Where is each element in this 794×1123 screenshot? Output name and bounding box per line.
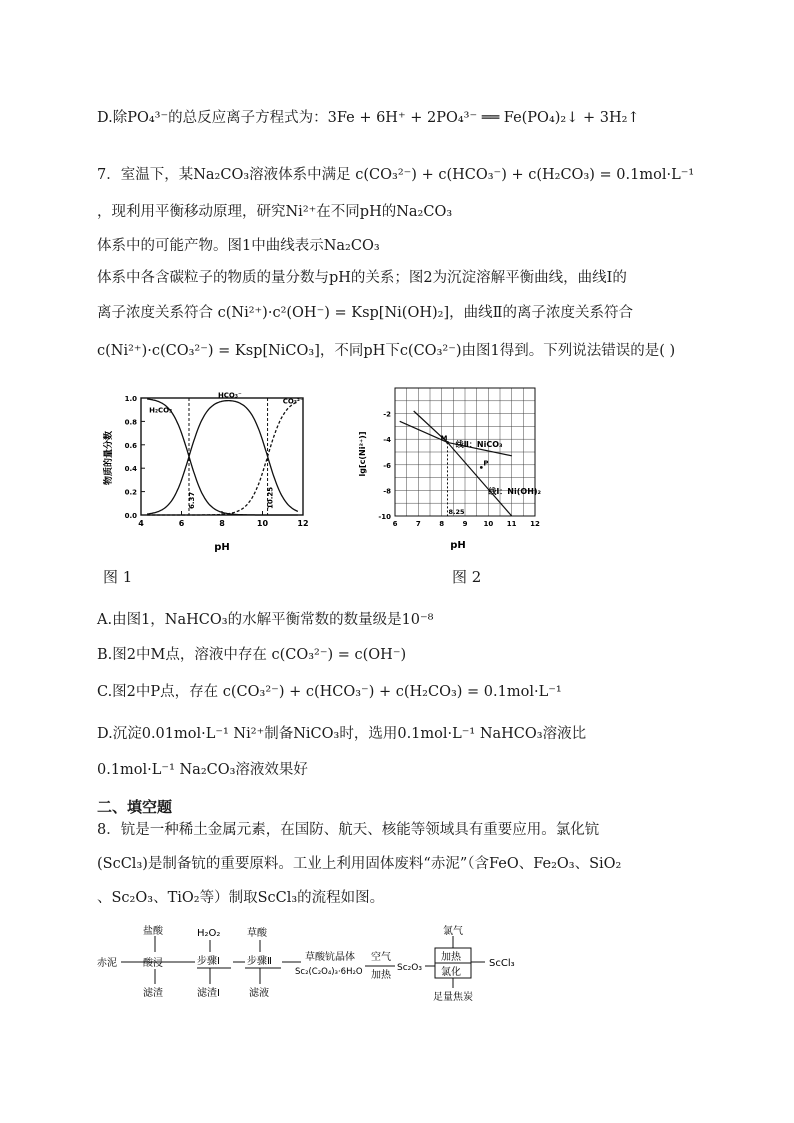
flow-chlorinate: 氯化 [441, 967, 461, 978]
q7-stem-3: 体系中的可能产物。图1中曲线表示Na₂CO₃ [97, 238, 380, 254]
fig2-xtick-label: 8 [439, 520, 445, 528]
q7-stem-4: 体系中各含碳粒子的物质的量分数与pH的关系；图2为沉淀溶解平衡曲线，曲线Ⅰ的 [97, 270, 627, 286]
fig2-xtick-label: 10 [483, 520, 494, 528]
fig1-series-label: CO₃²⁻ [282, 397, 304, 406]
q7-stem-1: 7．室温下，某Na₂CO₃溶液体系中满足 c(CO₃²⁻) + c(HCO₃⁻) + c(H₂CO₃) = 0.1mol·L⁻¹ [97, 167, 695, 183]
fig2-point [480, 466, 483, 469]
q8-stem-1: 8．钪是一种稀土金属元素，在国防、航天、核能等领域具有重要应用。氯化钪 [97, 822, 600, 838]
flow-start: 赤泥 [97, 958, 117, 969]
fig1-ylabel: 物质的量分数 [104, 430, 114, 486]
q8-stem-2: (ScCl₃)是制备钪的重要原料。工业上利用固体废料“赤泥”（含FeO、Fe₂O₃、SiO₂ [97, 856, 622, 872]
figure-2-caption: 图 2 [452, 568, 482, 586]
fig2-point-label: P [483, 459, 489, 468]
option-d-q6: D.除PO₄³⁻的总反应离子方程式为：3Fe + 6H⁺ + 2PO₄³⁻ ══ Fe(PO₄)₂↓ + 3H₂↑ [97, 110, 640, 126]
flow-h2o2: H₂O₂ [197, 928, 221, 939]
fig1-ytick-label: 0.0 [124, 512, 137, 520]
option-c: C.图2中P点，存在 c(CO₃²⁻) + c(HCO₃⁻) + c(H₂CO₃) = 0.1mol·L⁻¹ [97, 684, 562, 700]
flow-step2: 步骤Ⅱ [247, 956, 272, 967]
fig1-ytick-label: 1.0 [124, 395, 137, 403]
fig1-pka-label: 10.25 [266, 486, 275, 509]
fig1-plot-frame [141, 398, 303, 515]
figure-1-chart [97, 388, 317, 558]
fig2-xtick-label: 9 [462, 520, 468, 528]
flow-heat: 加热 [371, 970, 391, 981]
flow-product: ScCl₃ [489, 958, 515, 969]
fig2-ylabel: lg[c(Ni²⁺)] [358, 431, 367, 477]
flow-step1: 步骤Ⅰ [197, 956, 220, 967]
option-b: B.图2中M点，溶液中存在 c(CO₃²⁻) = c(OH⁻) [97, 647, 407, 663]
fig1-ytick-label: 0.8 [124, 418, 137, 427]
section-title-fill-in: 二、填空题 [97, 798, 173, 816]
flow-air: 空气 [371, 952, 391, 963]
fig1-series-curve [147, 402, 298, 515]
fig2-xtick-label: 12 [530, 520, 540, 528]
fig1-xtick-label: 8 [219, 519, 225, 528]
fig1-xtick-label: 4 [138, 519, 144, 528]
process-flowchart [95, 922, 555, 1006]
q7-stem-2: ，现利用平衡移动原理，研究Ni²⁺在不同pH的Na₂CO₃ [97, 204, 453, 220]
fig1-series-curve [147, 399, 298, 515]
option-d-line1: D.沉淀0.01mol·L⁻¹ Ni²⁺制备NiCO₃时，选用0.1mol·L⁻¹ NaHCO₃溶液比 [97, 726, 587, 742]
fig2-ytick-label: -4 [383, 436, 391, 445]
flow-crystal-formula: Sc₂(C₂O₄)₃·6H₂O [295, 967, 363, 977]
flow-filtrate: 滤液 [249, 988, 269, 999]
fig2-xtick-label: 11 [506, 520, 517, 528]
fig1-pka-label: 6.37 [187, 491, 196, 509]
fig2-ytick-label: -8 [383, 487, 391, 496]
q7-stem-6: c(Ni²⁺)·c(CO₃²⁻) = Ksp[NiCO₃]，不同pH下c(CO₃²⁻)由图1得到。下列说法错误的是( ) [97, 343, 676, 359]
flow-oxide: Sc₂O₃ [397, 963, 422, 973]
fig2-ytick-label: -2 [383, 410, 391, 419]
fig1-xtick-label: 10 [256, 519, 269, 528]
fig2-point-label: M [440, 434, 448, 443]
flow-residue: 滤渣 [143, 988, 163, 999]
figure-2-chart [355, 384, 545, 556]
fig1-xtick-label: 6 [178, 519, 185, 528]
option-a: A.由图1，NaHCO₃的水解平衡常数的数量级是10⁻⁸ [97, 612, 434, 628]
fig2-xtick-label: 6 [392, 520, 398, 528]
q8-stem-3: 、Sc₂O₃、TiO₂等）制取ScCl₃的流程如图。 [97, 890, 385, 906]
figure-1-caption: 图 1 [103, 568, 133, 586]
flow-heat2: 加热 [441, 952, 461, 963]
fig1-series-label: HCO₃⁻ [217, 391, 242, 400]
flow-oxalic: 草酸 [247, 928, 267, 939]
fig1-series-curve [147, 401, 298, 514]
fig2-xlabel: pH [450, 540, 466, 551]
fig2-ytick-label: -6 [383, 461, 391, 470]
fig1-xtick-label: 12 [297, 519, 309, 528]
fig2-series-label: 线Ⅰ：Ni(OH)₂ [488, 487, 542, 497]
fig1-ytick-label: 0.6 [124, 441, 137, 450]
flow-crystal-name: 草酸钪晶体 [305, 952, 355, 963]
fig2-ytick-label: -10 [378, 513, 391, 521]
fig2-marker-label: 8.25 [448, 508, 465, 516]
flow-cl2: 氯气 [443, 926, 463, 937]
fig2-series-line [414, 411, 512, 516]
fig2-xtick-label: 7 [415, 520, 421, 528]
option-d-line2: 0.1mol·L⁻¹ Na₂CO₃溶液效果好 [97, 762, 308, 778]
flow-hcl: 盐酸 [143, 926, 163, 937]
flow-residue1: 滤渣Ⅰ [197, 988, 220, 999]
fig1-xlabel: pH [214, 542, 230, 553]
q7-stem-5: 离子浓度关系符合 c(Ni²⁺)·c²(OH⁻) = Ksp[Ni(OH)₂]，曲线Ⅱ的离子浓度关系符合 [97, 305, 633, 321]
fig2-series-label: 线Ⅱ：NiCO₃ [455, 439, 503, 449]
fig1-ytick-label: 0.4 [124, 465, 137, 474]
flow-coke: 足量焦炭 [433, 992, 473, 1003]
fig1-series-label: H₂CO₃ [149, 406, 173, 415]
flow-acid-leach: 酸浸 [143, 958, 163, 969]
fig1-ytick-label: 0.2 [124, 488, 137, 497]
